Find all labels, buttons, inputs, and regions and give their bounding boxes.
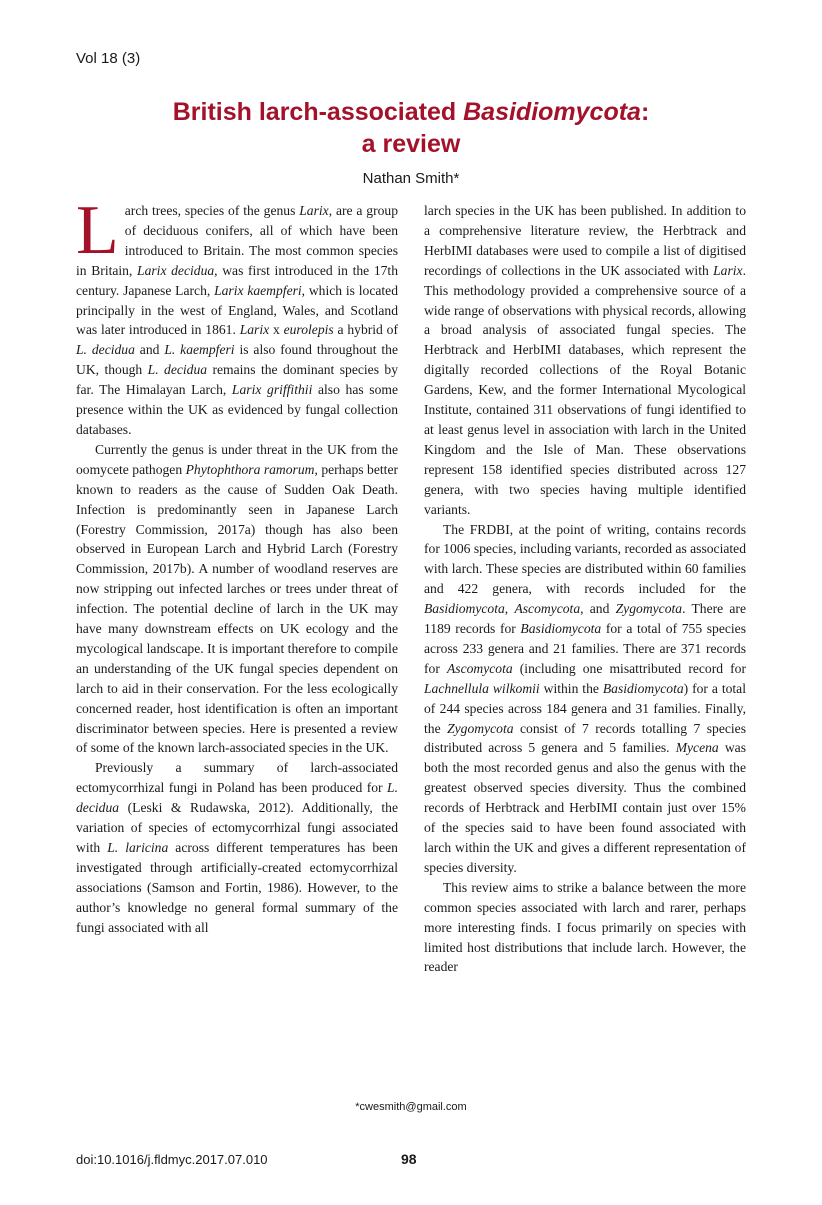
- text: x: [269, 322, 284, 338]
- doi-label: doi:10.1016/j.fldmyc.2017.07.010: [76, 1152, 268, 1167]
- text: was both the most recorded genus and also the genus with the greatest observed species diversity. Thus the combined records of Herbtrack and HerbIMI contain just over 15% of the species said to have been found associated with larch within the UK and gives a different representation of species diversity.: [424, 740, 746, 875]
- paragraph: [424, 520, 746, 878]
- italic-term: Larix: [239, 322, 270, 338]
- italic-term: Zygomycota: [447, 720, 514, 736]
- author-name: Nathan Smith*: [362, 170, 460, 187]
- text: for a total of 755 species across 233 genera and 21 families. There are 371 records for: [424, 621, 746, 676]
- text: larch species in the UK has been published. In addition to a comprehensive literature review, the Herbtrack and HerbIMI databases were used to compile a list of digitised recordings of collections in the UK associated with: [424, 203, 746, 278]
- italic-term: Phytophthora ramorum: [185, 461, 315, 477]
- page-number: 98: [401, 1151, 417, 1167]
- italic-term: Larix griffithii: [231, 382, 313, 398]
- paragraph: [424, 201, 746, 520]
- text: ,: [504, 601, 515, 617]
- paragraph: [76, 758, 398, 937]
- text: ) for a total of 244 species across 184 genera and 31 families. Finally, the: [424, 680, 746, 736]
- author-email-footnote: *cwesmith@gmail.com: [355, 1101, 467, 1113]
- italic-term: Basidiomycota: [602, 680, 684, 696]
- italic-term: Larix: [299, 203, 329, 218]
- text: a hybrid of: [333, 322, 398, 338]
- title-line1-plain: British larch-associated: [172, 98, 464, 126]
- body-column-right: [424, 201, 746, 977]
- italic-term: Larix kaempferi: [214, 282, 302, 298]
- text: also has some presence within the UK as evidenced by fungal collection databases.: [76, 382, 398, 437]
- italic-term: Ascomycota: [446, 660, 513, 676]
- text: . This methodology provided a comprehensive source of a wide range of observations with physical records, allowing a broad analysis of associated fungal species. The Herbtrack and HerbIMI databases, which represent the digitally recorded collections of the Royal Botanic Gardens, Kew, and the former International Mycological Institute, contained 311 observations of fungi identified to at least genus level in association with larch in the United Kingdom and the Isle of Man. These observations represent 158 identified species distributed across 127 genera, with two species having multiple identified variants.: [424, 262, 746, 517]
- text: within the: [539, 680, 603, 696]
- text: (including one misattributed record for: [512, 660, 747, 676]
- text: (Leski & Rudawska, 2012). Additionally, the variation of species of ectomycorrhizal fungi associated with: [76, 800, 398, 855]
- italic-term: Basidiomycota: [424, 601, 505, 617]
- italic-term: Mycena: [675, 740, 719, 756]
- paragraph: [424, 878, 746, 978]
- italic-term: L. decidua: [147, 362, 208, 378]
- title-line1-end: :: [640, 98, 650, 126]
- italic-term: L. decidua: [76, 780, 398, 816]
- paragraph: [76, 192, 399, 440]
- italic-term: L. decidua: [76, 342, 135, 358]
- italic-term: L. kaempferi: [164, 342, 235, 358]
- text: is also found throughout the UK, though: [76, 342, 398, 378]
- italic-term: Lachnellula wilkomii: [424, 680, 540, 696]
- italic-term: Larix decidua: [137, 262, 215, 278]
- text: consist of 7 records totalling 7 species distributed across 5 genera and 5 families.: [424, 720, 746, 756]
- body-column-left: [76, 192, 399, 938]
- drop-cap: L: [76, 192, 119, 269]
- text: and: [134, 342, 165, 358]
- text: arch trees, species of the genus: [124, 203, 300, 218]
- text: , are a group of deciduous conifers, all of which have been introduced to Britain. The most common species in Britain,: [76, 203, 398, 278]
- text: Currently the genus is under threat in the UK from the oomycete pathogen: [76, 441, 398, 477]
- text: , perhaps better known to readers as the cause of Sudden Oak Death. Infection is predominantly seen in Japanese Larch (Forestry Commission, 2017a) though has also been observed in European Larch and Hybrid Larch (Forestry Commission, 2017b). A number of woodland reserves are now stripping out infected larches or trees under threat of infection. The potential decline of larch in the UK may have many downstream effects on UK ecology and the mycological landscape. It is important therefore to compile an understanding of the UK fungal species dependent on larch to aid in their conservation. For the less ecologically concerned reader, host identification is often an important discriminator between species. Here is presented a review of some of the known larch-associated species in the UK.: [76, 461, 399, 756]
- text: remains the dominant species by far. The Himalayan Larch,: [76, 362, 399, 398]
- italic-term: Ascomycota: [514, 601, 581, 617]
- article-title: [0, 96, 822, 160]
- text: across different temperatures has been investigated through artificially-created ectomycorrhizal associations (Samson and Fortin, 1986). However, to the author’s knowledge no general formal summary of the fungi associated with all: [76, 840, 398, 935]
- italic-term: Zygomycota: [615, 601, 683, 617]
- text: , and: [580, 601, 616, 617]
- text: Previously a summary of larch-associated ectomycorrhizal fungi in Poland has been produced for: [76, 760, 398, 796]
- text: The FRDBI, at the point of writing, contains records for 1006 species, including variants, recorded as associated with larch. These species are distributed within 60 families and 422 genera, with records included for the: [424, 521, 746, 597]
- text: , which is located principally in the west of England, Wales, and Scotland was later introduced in 1861.: [76, 282, 398, 338]
- italic-term: Larix: [713, 262, 743, 278]
- text: This review aims to strike a balance between the more common species associated with larch and rarer, perhaps more interesting finds. I focus primarily on species with limited host distributions that include larch. However, the reader: [424, 879, 746, 975]
- title-line2: a review: [361, 130, 461, 158]
- title-line1-italic: Basidiomycota: [463, 98, 641, 126]
- italic-term: Basidiomycota: [520, 621, 602, 637]
- volume-label: Vol 18 (3): [76, 50, 141, 67]
- italic-term: eurolepis: [283, 322, 334, 338]
- text: , was first introduced in the 17th century. Japanese Larch,: [76, 262, 398, 298]
- paragraph: [76, 440, 398, 759]
- italic-term: L. laricina: [107, 840, 169, 855]
- text: . There are 1189 records for: [424, 601, 746, 637]
